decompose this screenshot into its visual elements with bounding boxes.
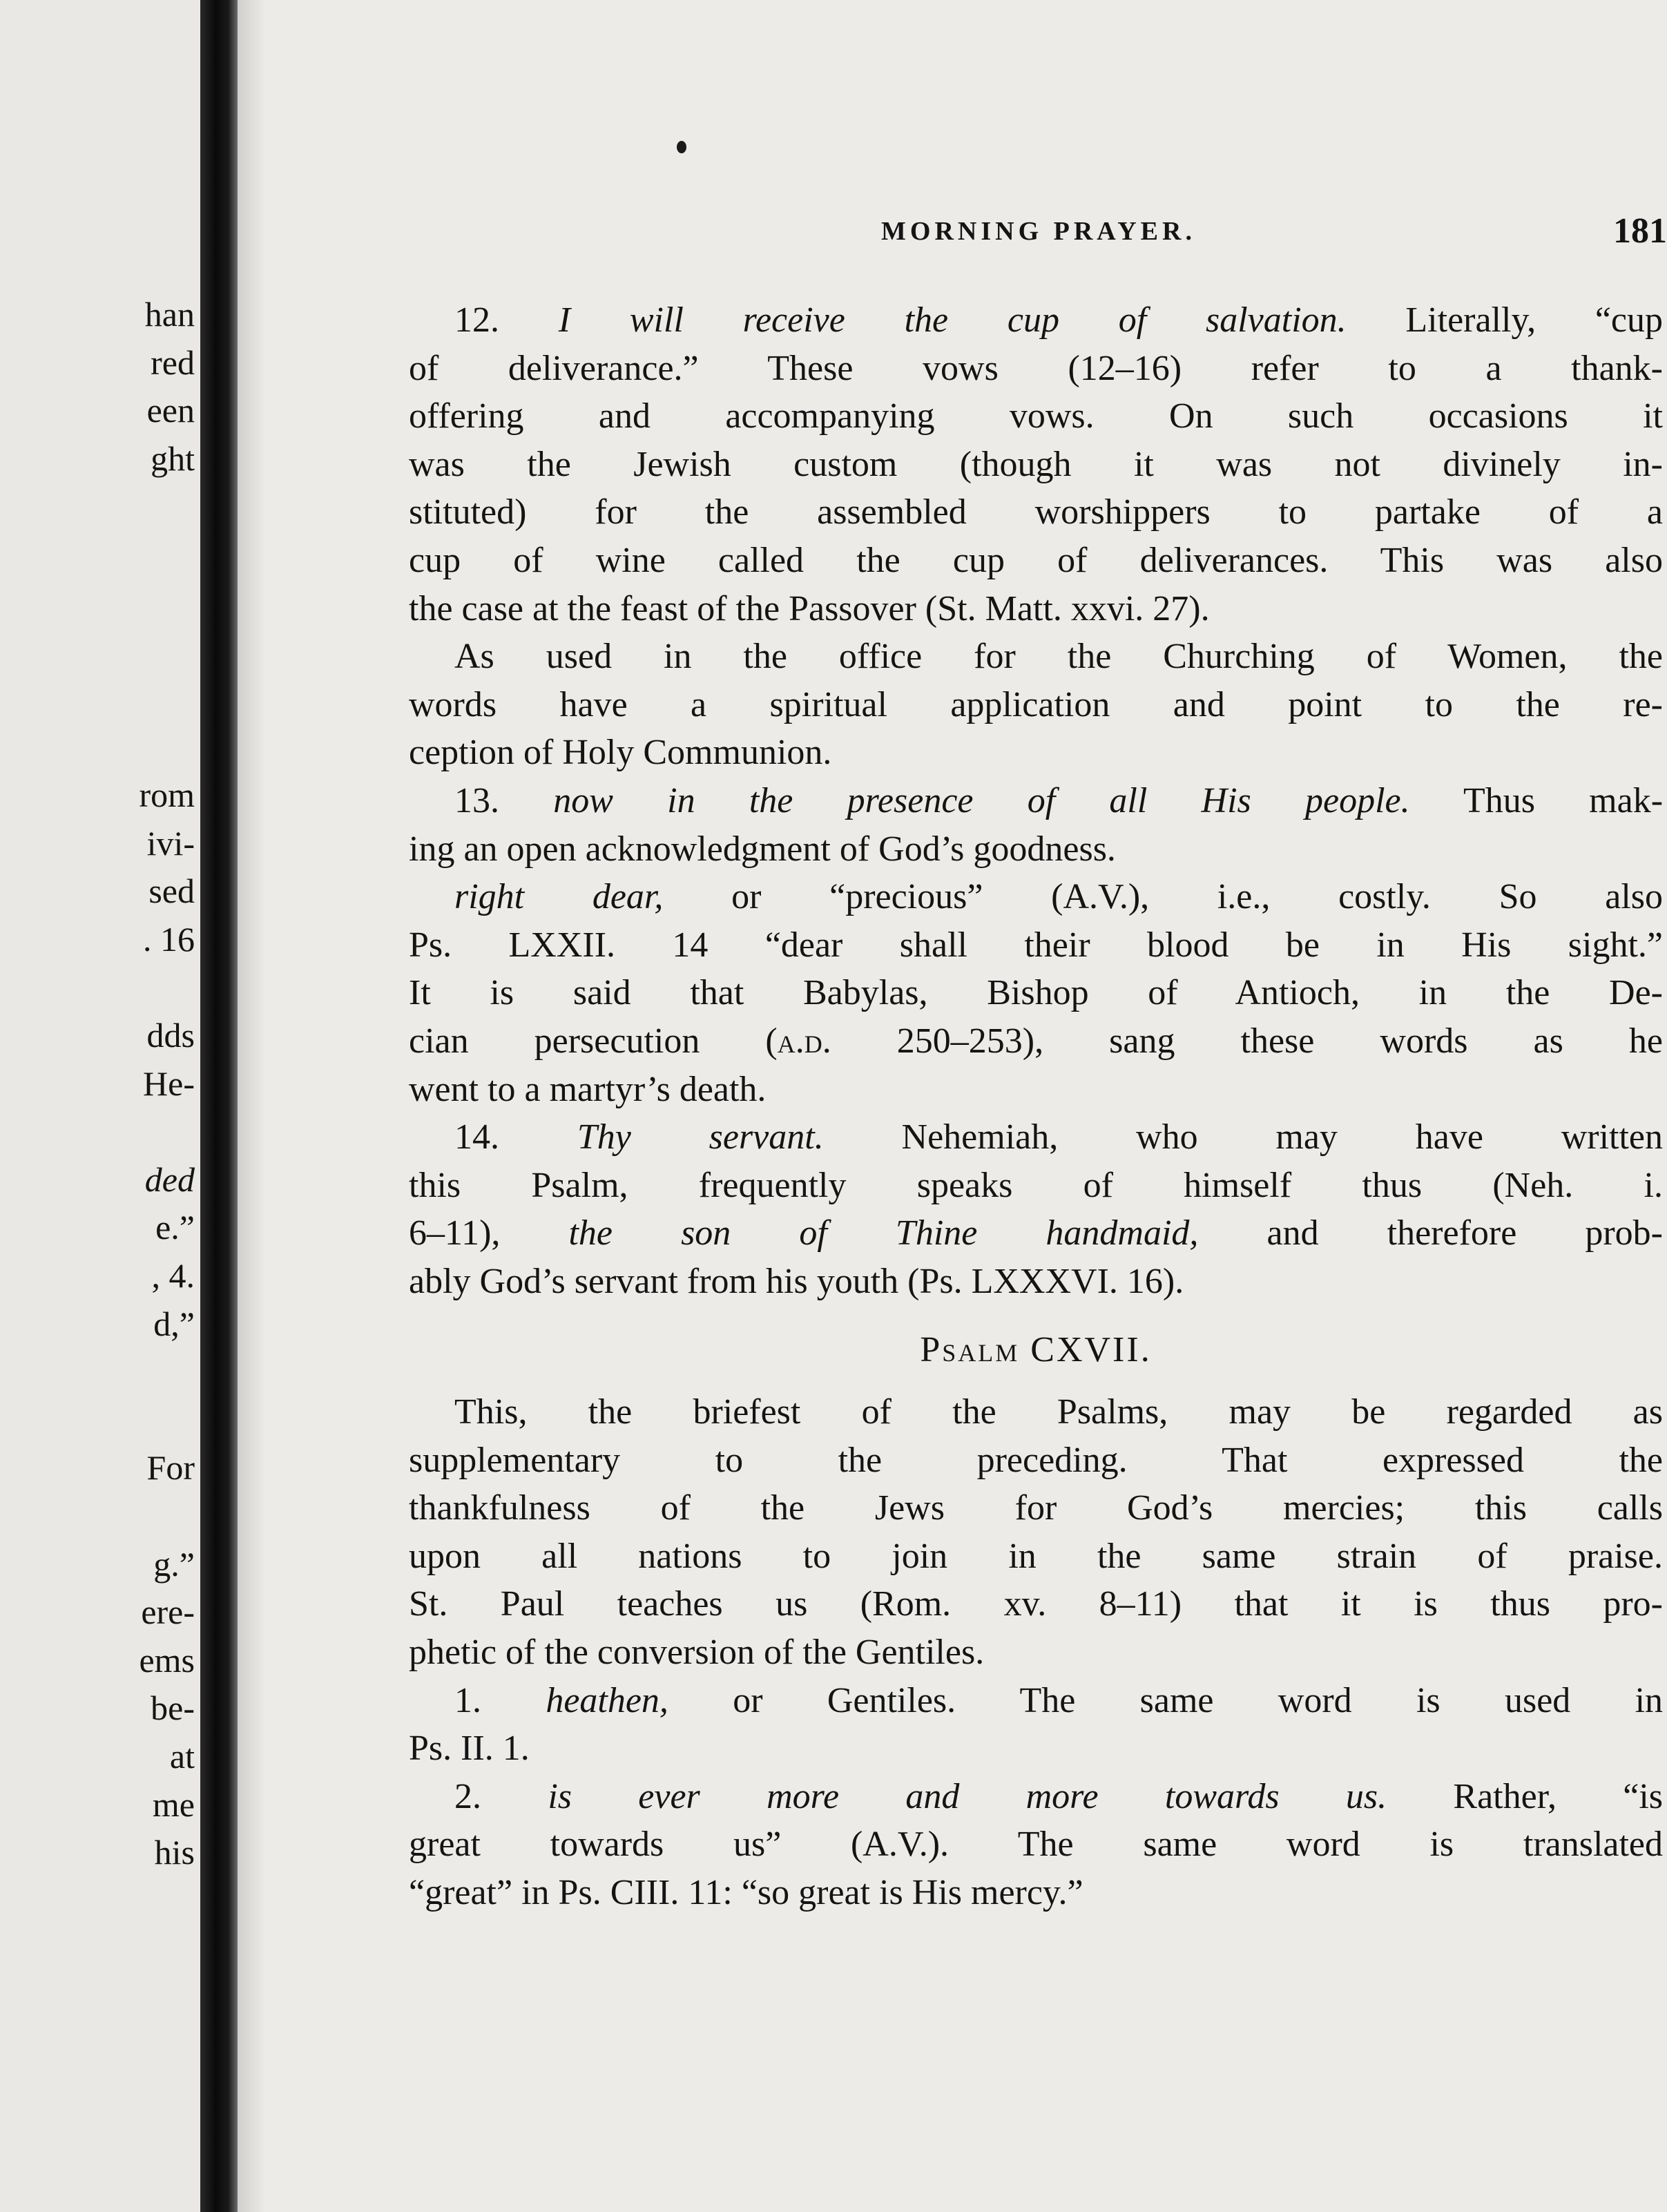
text-line: ing an open acknowledgment of God’s goodness. bbox=[409, 829, 1116, 869]
left-page-fragment: sed bbox=[148, 872, 195, 911]
paragraph-verse-13 bbox=[409, 777, 1663, 873]
left-page-fragment: een bbox=[146, 391, 195, 430]
text-line: the case at the feast of the Passover (St. Matt. xxvi. 27). bbox=[409, 588, 1210, 628]
paragraph-verse-2 bbox=[409, 1773, 1663, 1917]
text-line: Literally, “cup bbox=[1405, 300, 1664, 340]
verse-lemma: the son of Thine handmaid, bbox=[568, 1213, 1199, 1253]
verse-lemma: heathen, bbox=[546, 1680, 668, 1720]
paragraph-verse-14 bbox=[409, 1113, 1663, 1305]
text-line: thankfulness of the Jews for God’s mercies; this calls bbox=[409, 1488, 1663, 1528]
text-line: cup of wine called the cup of deliverances. This was also bbox=[409, 540, 1663, 580]
text-line: went to a martyr’s death. bbox=[409, 1069, 767, 1109]
paragraph-right-dear bbox=[409, 873, 1663, 1113]
text-line: cian persecution ( bbox=[409, 1021, 778, 1061]
left-page-fragment: me bbox=[152, 1785, 195, 1824]
text-line: St. Paul teaches us (Rom. xv. 8–11) that it is thus pro- bbox=[409, 1584, 1663, 1624]
left-page-fragment: e.” bbox=[155, 1208, 195, 1247]
left-page-fragment: rom bbox=[139, 776, 195, 814]
text-line: 250–253), sang these words as he bbox=[831, 1021, 1663, 1061]
text-line: supplementary to the preceding. That expressed the bbox=[409, 1440, 1663, 1480]
left-page-fragment: ere- bbox=[141, 1593, 195, 1632]
right-page bbox=[238, 0, 1667, 2212]
verse-lemma: now in the presence of all His people. bbox=[553, 780, 1410, 820]
text-line: upon all nations to join in the same strain of praise. bbox=[409, 1536, 1663, 1576]
psalm-heading-number: CXVII. bbox=[1030, 1330, 1152, 1370]
text-line: or “precious” (A.V.), i.e., costly. So also bbox=[731, 877, 1664, 917]
paragraph-psalm-117-intro bbox=[409, 1388, 1663, 1677]
left-page-fragment: . 16 bbox=[143, 919, 195, 959]
text-line: Ps. LXXII. 14 “dear shall their blood be in His sight.” bbox=[409, 925, 1663, 965]
text-line: or Gentiles. The same word is used in bbox=[733, 1680, 1664, 1720]
page-body bbox=[409, 296, 1663, 1917]
text-line: Ps. II. 1. bbox=[409, 1729, 530, 1769]
text-line: As used in the office for the Churching of Women, the bbox=[454, 637, 1663, 677]
paragraph-verse-1 bbox=[409, 1677, 1663, 1773]
psalm-heading bbox=[409, 1326, 1663, 1374]
text-line: ably God’s servant from his youth (Ps. LXXXVI. 16). bbox=[409, 1261, 1184, 1301]
left-page-fragment: For bbox=[146, 1448, 195, 1488]
text-line: ception of Holy Communion. bbox=[409, 733, 832, 773]
left-page-fragment: g.” bbox=[153, 1544, 195, 1584]
left-page-fragment: ded bbox=[144, 1160, 195, 1199]
left-page-fragment: red bbox=[151, 343, 195, 382]
verse-lemma: right dear, bbox=[454, 877, 664, 917]
text-line: offering and accompanying vows. On such occasions it bbox=[409, 396, 1663, 436]
text-line: Rather, “is bbox=[1453, 1776, 1664, 1816]
paragraph-verse-12 bbox=[409, 296, 1663, 633]
verse-lemma: I will receive the cup of salvation. bbox=[558, 300, 1347, 340]
verse-number: 12. bbox=[454, 300, 499, 340]
text-line: “great” in Ps. CIII. 11: “so great is His mercy.” bbox=[409, 1873, 1083, 1912]
left-page-fragment: dds bbox=[146, 1016, 195, 1055]
paragraph-churching bbox=[409, 633, 1663, 777]
running-head: MORNING PRAYER. bbox=[881, 217, 1196, 246]
left-page-edge bbox=[0, 0, 200, 2212]
left-page-fragment: ivi- bbox=[146, 823, 195, 863]
book-gutter bbox=[200, 0, 238, 2212]
text-line: phetic of the conversion of the Gentiles. bbox=[409, 1633, 985, 1673]
left-page-fragment: d,” bbox=[153, 1304, 195, 1343]
psalm-heading-word: Psalm bbox=[920, 1330, 1020, 1370]
left-page-fragment: at bbox=[169, 1737, 195, 1776]
ink-speck bbox=[677, 141, 686, 153]
verse-number: 14. bbox=[454, 1117, 499, 1157]
text-line: stituted) for the assembled worshippers to partake of a bbox=[409, 492, 1663, 532]
text-line: of deliverance.” These vows (12–16) refer to a thank- bbox=[409, 348, 1663, 388]
verse-lemma: Thy servant. bbox=[577, 1117, 824, 1157]
left-page-fragment: han bbox=[144, 295, 195, 334]
left-page-fragment: his bbox=[154, 1833, 195, 1872]
left-page-fragment: be- bbox=[151, 1689, 195, 1728]
era-abbreviation: a.d. bbox=[777, 1021, 831, 1061]
text-line: Thus mak- bbox=[1463, 780, 1664, 820]
left-page-fragment: , 4. bbox=[151, 1256, 195, 1295]
verse-lemma: is ever more and more towards us. bbox=[548, 1776, 1387, 1816]
text-line: great towards us” (A.V.). The same word is translated bbox=[409, 1825, 1663, 1865]
text-line: Nehemiah, who may have written bbox=[901, 1117, 1663, 1157]
text-line: words have a spiritual application and point to the re- bbox=[409, 684, 1663, 724]
page-number: 181 bbox=[1613, 211, 1667, 251]
left-page-fragment: ems bbox=[139, 1640, 195, 1680]
page-header bbox=[410, 207, 1667, 256]
left-page-fragment: He- bbox=[143, 1064, 195, 1103]
text-line: and therefore prob- bbox=[1266, 1213, 1663, 1253]
verse-number: 2. bbox=[454, 1776, 481, 1816]
verse-number: 1. bbox=[454, 1680, 481, 1720]
verse-number: 13. bbox=[454, 780, 499, 820]
text-line: this Psalm, frequently speaks of himself thus (Neh. i. bbox=[409, 1165, 1663, 1205]
text-line: It is said that Babylas, Bishop of Antioch, in the De- bbox=[409, 973, 1663, 1013]
left-page-fragment: ght bbox=[151, 439, 195, 478]
text-line: This, the briefest of the Psalms, may be regarded as bbox=[454, 1392, 1663, 1432]
text-line: was the Jewish custom (though it was not divinely in- bbox=[409, 444, 1663, 484]
text-line: 6–11), bbox=[409, 1213, 501, 1253]
